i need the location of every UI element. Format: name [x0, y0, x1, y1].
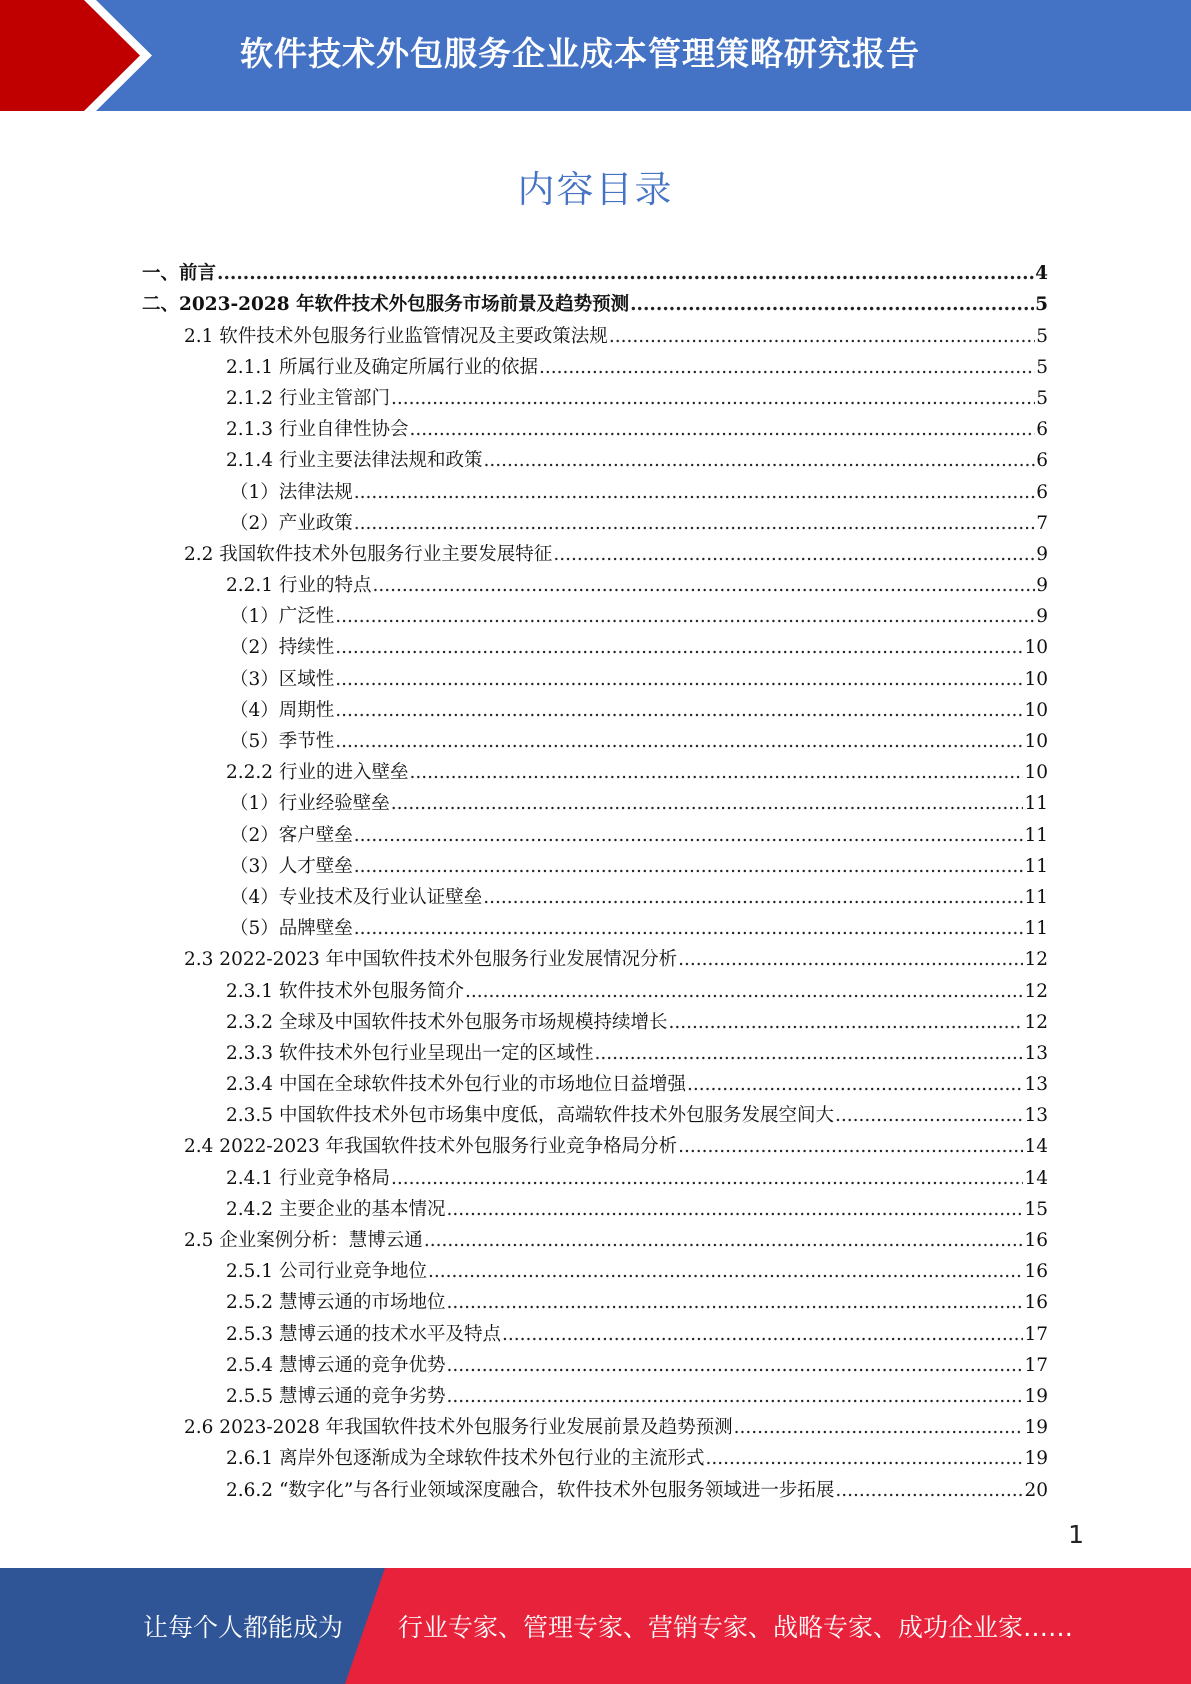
- toc-entry-text: （2）持续性: [230, 637, 335, 659]
- toc-entry-text: （5）季节性: [230, 731, 335, 752]
- toc-entry[interactable]: [142, 692, 1048, 723]
- toc-entry-text: 2.3.4 中国在全球软件技术外包行业的市场地位日益增强: [226, 1074, 686, 1096]
- toc-entry-page: 19: [1024, 1385, 1048, 1407]
- toc-dot-leader: [609, 325, 1035, 349]
- toc-entry-page: 19: [1024, 1448, 1048, 1470]
- footer-slogan-left: 让每个人都能成为: [143, 1613, 344, 1642]
- toc-entry-text: （1）行业经验壁垒: [230, 793, 390, 815]
- toc-entry[interactable]: [142, 411, 1048, 442]
- toc-entry-page: 12: [1024, 1011, 1048, 1033]
- toc-entry[interactable]: [142, 1253, 1048, 1284]
- toc-entry-text: 2.4.2 主要企业的基本情况: [226, 1198, 446, 1220]
- toc-entry[interactable]: [142, 1191, 1048, 1222]
- toc-entry-text: 2.6.2 “数字化”与各行业领域深度融合，软件技术外包服务领域进一步拓展: [226, 1479, 835, 1501]
- toc-entry-text: 2.2.1 行业的特点: [226, 575, 372, 597]
- toc-entry-page: 9: [1036, 606, 1048, 628]
- toc-dot-leader: [217, 262, 1034, 286]
- toc-entry[interactable]: [142, 972, 1048, 1003]
- toc-entry[interactable]: [142, 255, 1048, 286]
- toc-entry-page: 11: [1024, 793, 1048, 815]
- toc-entry[interactable]: [142, 1347, 1048, 1378]
- toc-entry-page: 14: [1024, 1167, 1048, 1189]
- toc-entry-page: 10: [1024, 637, 1048, 659]
- toc-entry-text: 2.3 2022-2023 年中国软件技术外包服务行业发展情况分析: [184, 949, 678, 971]
- toc-entry-page: 16: [1024, 1261, 1048, 1283]
- toc-entry-text: 2.2 我国软件技术外包服务行业主要发展特征: [184, 543, 553, 565]
- toc-entry-page: 13: [1024, 1105, 1048, 1127]
- toc-dot-leader: [668, 1011, 1023, 1035]
- toc-entry[interactable]: [142, 754, 1048, 785]
- toc-entry-text: 2.2.2 行业的进入壁垒: [226, 762, 409, 784]
- table-of-contents: [142, 255, 1048, 1503]
- toc-entry-page: 11: [1024, 886, 1048, 908]
- toc-entry-text: （4）专业技术及行业认证壁垒: [230, 886, 483, 908]
- toc-entry-page: 4: [1035, 263, 1048, 285]
- toc-entry-text: （1）法律法规: [230, 481, 353, 503]
- toc-entry-text: 2.5.3 慧博云通的技术水平及特点: [226, 1323, 501, 1345]
- toc-dot-leader: [335, 636, 1023, 660]
- toc-entry-text: （1）广泛性: [230, 606, 335, 628]
- toc-dot-leader: [446, 1198, 1023, 1222]
- toc-entry-page: 14: [1024, 1136, 1048, 1158]
- toc-entry[interactable]: [142, 598, 1048, 629]
- toc-entry-text: （2）客户壁垒: [230, 824, 353, 846]
- toc-entry[interactable]: [142, 941, 1048, 972]
- toc-entry-text: 2.1.3 行业自律性协会: [226, 419, 409, 441]
- toc-entry-page: 12: [1024, 980, 1048, 1002]
- toc-dot-leader: [594, 1042, 1023, 1066]
- toc-dot-leader: [687, 1073, 1023, 1097]
- toc-entry[interactable]: [142, 660, 1048, 691]
- toc-entry[interactable]: [142, 317, 1048, 348]
- footer-slogan-right: 行业专家、管理专家、营销专家、战略专家、成功企业家……: [398, 1613, 1074, 1642]
- toc-entry-page: 15: [1024, 1198, 1048, 1220]
- toc-entry-text: 2.3.3 软件技术外包行业呈现出一定的区域性: [226, 1042, 594, 1064]
- toc-dot-leader: [391, 1167, 1023, 1191]
- toc-entry[interactable]: [142, 1409, 1048, 1440]
- toc-entry-text: （2）产业政策: [230, 512, 353, 534]
- toc-entry-page: 17: [1024, 1354, 1048, 1376]
- toc-dot-leader: [678, 1135, 1023, 1159]
- toc-entry-page: 9: [1036, 543, 1048, 565]
- toc-dot-leader: [409, 418, 1035, 442]
- toc-entry-page: 16: [1024, 1292, 1048, 1314]
- toc-entry-page: 10: [1024, 699, 1048, 721]
- toc-dot-leader: [553, 543, 1035, 567]
- toc-entry[interactable]: [142, 442, 1048, 473]
- toc-dot-leader: [539, 356, 1035, 380]
- toc-dot-leader: [354, 855, 1024, 879]
- toc-dot-leader: [409, 761, 1023, 785]
- toc-dot-leader: [391, 387, 1035, 411]
- toc-entry-text: 2.5 企业案例分析：慧博云通: [184, 1230, 423, 1251]
- page-footer: [0, 1568, 1191, 1684]
- toc-entry[interactable]: [142, 567, 1048, 598]
- toc-entry[interactable]: [142, 380, 1048, 411]
- page-number: 1: [1068, 1520, 1084, 1549]
- toc-entry-text: 2.4 2022-2023 年我国软件技术外包服务行业竞争格局分析: [184, 1136, 678, 1158]
- toc-entry-text: 2.3.5 中国软件技术外包市场集中度低，高端软件技术外包服务发展空间大: [226, 1105, 834, 1127]
- toc-entry[interactable]: [142, 629, 1048, 660]
- toc-dot-leader: [354, 917, 1024, 941]
- toc-entry-page: 17: [1024, 1323, 1048, 1345]
- toc-entry-text: 2.5.1 公司行业竞争地位: [226, 1261, 427, 1283]
- toc-entry[interactable]: [142, 349, 1048, 380]
- page-header: [0, 0, 1191, 111]
- toc-entry-page: 5: [1036, 356, 1048, 378]
- toc-dot-leader: [335, 605, 1035, 629]
- toc-entry[interactable]: [142, 1284, 1048, 1315]
- toc-entry-text: 2.5.5 慧博云通的竞争劣势: [226, 1385, 446, 1407]
- toc-entry-text: （3）人才壁垒: [230, 855, 353, 877]
- toc-entry-text: （4）周期性: [230, 699, 335, 721]
- toc-entry-text: （5）品牌壁垒: [230, 918, 353, 940]
- toc-entry[interactable]: [142, 286, 1048, 317]
- toc-dot-leader: [705, 1447, 1023, 1471]
- toc-entry-text: 2.6 2023-2028 年我国软件技术外包服务行业发展前景及趋势预测: [184, 1417, 733, 1439]
- toc-entry-text: 二、2023-2028 年软件技术外包服务市场前景及趋势预测: [142, 294, 630, 316]
- toc-dot-leader: [483, 449, 1035, 473]
- toc-entry-page: 10: [1024, 668, 1048, 690]
- toc-entry-page: 12: [1024, 949, 1048, 971]
- toc-dot-leader: [835, 1479, 1023, 1503]
- toc-entry-text: 2.6.1 离岸外包逐渐成为全球软件技术外包行业的主流形式: [226, 1448, 705, 1470]
- toc-dot-leader: [372, 574, 1035, 598]
- toc-entry-page: 7: [1036, 512, 1048, 534]
- toc-entry[interactable]: [142, 1159, 1048, 1190]
- toc-entry[interactable]: [142, 1128, 1048, 1159]
- toc-entry-text: 2.5.2 慧博云通的市场地位: [226, 1292, 446, 1314]
- header-chevron-icon: [0, 0, 140, 111]
- toc-dot-leader: [502, 1323, 1023, 1347]
- toc-entry-text: 2.1.4 行业主要法律法规和政策: [226, 450, 483, 472]
- toc-entry-text: 2.1.2 行业主管部门: [226, 387, 390, 409]
- toc-dot-leader: [734, 1416, 1024, 1440]
- toc-dot-leader: [483, 886, 1023, 910]
- toc-entry-page: 13: [1024, 1042, 1048, 1064]
- toc-entry[interactable]: [142, 536, 1048, 567]
- toc-entry[interactable]: [142, 1035, 1048, 1066]
- toc-dot-leader: [446, 1291, 1023, 1315]
- toc-entry-page: 9: [1036, 575, 1048, 597]
- toc-entry-text: 2.5.4 慧博云通的竞争优势: [226, 1354, 446, 1376]
- toc-entry[interactable]: [142, 505, 1048, 536]
- toc-entry-page: 6: [1036, 481, 1048, 503]
- toc-dot-leader: [446, 1354, 1023, 1378]
- toc-dot-leader: [446, 1385, 1023, 1409]
- toc-entry-page: 10: [1024, 731, 1048, 752]
- toc-entry-page: 11: [1024, 855, 1048, 877]
- toc-entry[interactable]: [142, 910, 1048, 941]
- toc-entry-text: 2.3.1 软件技术外包服务简介: [226, 980, 464, 1002]
- toc-entry[interactable]: [142, 1440, 1048, 1471]
- toc-dot-leader: [424, 1229, 1024, 1253]
- toc-entry[interactable]: [142, 473, 1048, 504]
- report-title: 软件技术外包服务企业成本管理策略研究报告: [240, 34, 920, 73]
- toc-entry[interactable]: [142, 848, 1048, 879]
- toc-dot-leader: [428, 1260, 1023, 1284]
- toc-dot-leader: [335, 699, 1023, 723]
- toc-entry-page: 5: [1035, 294, 1048, 316]
- toc-dot-leader: [335, 668, 1023, 692]
- toc-dot-leader: [391, 792, 1024, 816]
- toc-entry-text: （3）区域性: [230, 668, 335, 690]
- toc-entry-text: 一、前言: [142, 263, 217, 285]
- toc-entry[interactable]: [142, 1004, 1048, 1035]
- toc-entry-page: 5: [1036, 387, 1048, 409]
- toc-entry-page: 5: [1036, 325, 1048, 347]
- toc-dot-leader: [335, 730, 1023, 754]
- toc-entry[interactable]: [142, 1378, 1048, 1409]
- toc-entry[interactable]: [142, 1222, 1048, 1253]
- toc-entry[interactable]: [142, 816, 1048, 847]
- toc-entry-page: 11: [1024, 824, 1048, 846]
- toc-entry-page: 10: [1024, 762, 1048, 784]
- toc-entry-page: 13: [1024, 1074, 1048, 1096]
- toc-entry[interactable]: [142, 879, 1048, 910]
- toc-entry[interactable]: [142, 1097, 1048, 1128]
- toc-dot-leader: [630, 293, 1034, 317]
- toc-dot-leader: [354, 481, 1035, 505]
- toc-entry-text: 2.3.2 全球及中国软件技术外包服务市场规模持续增长: [226, 1011, 668, 1033]
- toc-entry-text: 2.1 软件技术外包服务行业监管情况及主要政策法规: [184, 325, 608, 347]
- toc-dot-leader: [835, 1104, 1023, 1128]
- toc-entry-page: 6: [1036, 450, 1048, 472]
- toc-dot-leader: [354, 824, 1024, 848]
- toc-entry-page: 19: [1024, 1417, 1048, 1439]
- toc-entry[interactable]: [142, 723, 1048, 754]
- toc-dot-leader: [354, 512, 1035, 536]
- toc-entry-text: 2.4.1 行业竞争格局: [226, 1167, 390, 1189]
- toc-entry[interactable]: [142, 1471, 1048, 1502]
- toc-entry-text: 2.1.1 所属行业及确定所属行业的依据: [226, 356, 538, 378]
- toc-entry[interactable]: [142, 1066, 1048, 1097]
- toc-dot-leader: [678, 948, 1023, 972]
- toc-entry-page: 20: [1024, 1479, 1048, 1501]
- toc-entry-page: 6: [1036, 419, 1048, 441]
- toc-entry-page: 16: [1024, 1230, 1048, 1251]
- toc-entry[interactable]: [142, 785, 1048, 816]
- toc-dot-leader: [465, 980, 1023, 1004]
- toc-entry-page: 11: [1024, 918, 1048, 940]
- toc-heading: 内容目录: [517, 168, 674, 211]
- toc-entry[interactable]: [142, 1315, 1048, 1346]
